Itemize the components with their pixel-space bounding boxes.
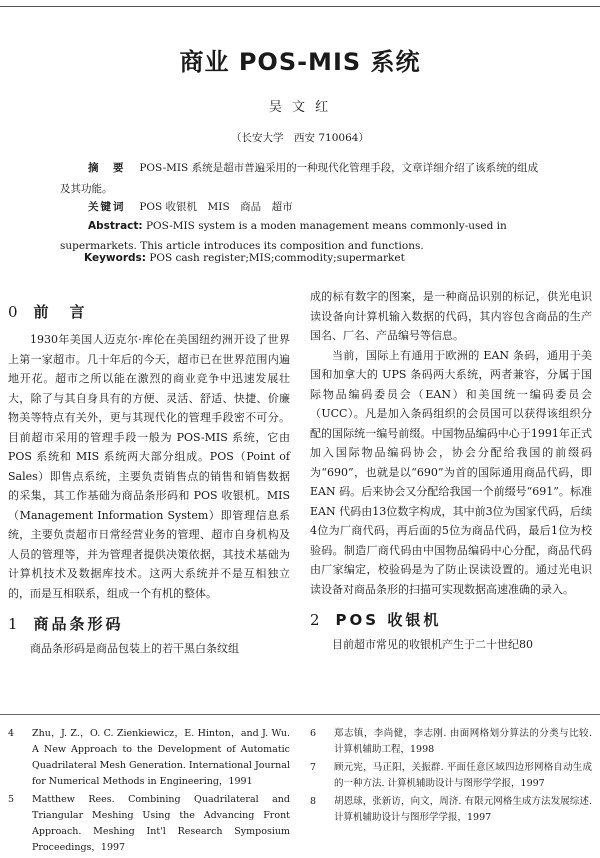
reference-text: 胡恩球，张新访，向文，周济. 有限元网格生成方法发展综述. 计算机辅助设计与图形学学报，1997: [334, 796, 592, 823]
section-1-title: 商品条形码: [33, 615, 124, 633]
keywords-zh: [88, 199, 293, 214]
reference-number: 6: [310, 728, 317, 739]
reference-text: 郑志镇，李尚健，李志刚. 由面网格划分算法的分类与比较. 计算机辅助工程，1998: [334, 728, 592, 755]
section-0-title: 前 言: [33, 303, 88, 321]
reference-number: 5: [8, 794, 15, 805]
keywords-en-text: POS cash register;MIS;commodity;supermarket: [149, 252, 405, 264]
section-0-number: 0: [8, 303, 18, 321]
section-0-paragraph: 1930年美国人迈克尔·库伦在美国纽约洲开设了世界上第一家超市。几十年后的今天，超市已在世界范围内遍地开花。超市之所以能在激烈的商业竞争中迅速发展壮大，除了与其自身具有的方便、灵活、舒适、快捷、价廉物美等特点有关外，更与其现代化的管理手段密不可分。目前超市采用的管理手段一般为 POS-MIS 系统，它由 POS 系统和 MIS 系统两大部分组成。POS（Point of Sales）即售点系统，主要负责销售点的销售和销售数据的采集，其工作基础为商品条形码和 POS 收银机。MIS（Management Information System）即管理信息系统，主要负责超市日常经营业务的管理、超市自身机构及人员的管理等，并为管理者提供决策依据，其技术基础为计算机技术及数据库技术。这两大系统并不是互相独立的，而是互相联系，组成一个有机的整体。: [8, 333, 290, 600]
abstract-en-text: POS-MIS system is a moden management means commonly-used in supermarkets. This article introduces its composition and functions.: [60, 220, 507, 252]
reference-text: 顾元宪，马正阳，关振群. 平面任意区域四边形网格自动生成的一种方法. 计算机辅助设计与图形学学报，1997: [334, 762, 592, 789]
reference-item: [310, 794, 592, 826]
section-1-paragraph: 商品条形码是商品包装上的若干黑白条纹组: [30, 642, 239, 655]
reference-number: 4: [8, 728, 15, 739]
keywords-en-label: Keywords:: [84, 252, 146, 264]
header-rule: [0, 6, 600, 7]
references-left: [8, 726, 290, 858]
reference-number: 8: [310, 796, 317, 807]
reference-item: [310, 760, 592, 792]
paper-title: 商业 POS-MIS 系统: [179, 48, 421, 76]
section-2-title: POS 收银机: [335, 611, 442, 629]
affiliation: （长安大学 西安 710064）: [231, 132, 369, 144]
section-1-heading: [8, 609, 290, 639]
reference-item: [8, 726, 290, 790]
reference-item: [8, 792, 290, 856]
keywords-en: [84, 252, 405, 264]
continuation-paragraph: 成的标有数字的图案，是一种商品识别的标记，供光电识读设备向计算机输入数据的代码，其内容包含商品的生产国名、厂名、产品编号等信息。: [310, 290, 592, 342]
abstract-zh-label: 摘 要: [88, 162, 126, 174]
abstract-zh-text: POS-MIS 系统是超市普遍采用的一种现代化管理手段，文章详细介绍了该系统的组成及其功能。: [60, 162, 539, 195]
author-name: 吴 文 红: [268, 100, 332, 115]
abstract-en: [60, 216, 540, 256]
reference-text: Matthew Rees. Combining Quadrilateral and Triangular Meshing Using the Advancing Front Approach. Meshing Int'l Research Symposium Proceedings，1997: [32, 794, 290, 853]
keywords-zh-label: 关键词: [88, 201, 126, 213]
section-2-heading: [310, 605, 592, 635]
barcode-paragraph: 当前，国际上有通用于欧洲的 EAN 条码，通用于美国和加拿大的 UPS 条码两大系统，两者兼容，分属于国际物品编码委员会（EAN）和美国统一编码委员会（UCC）。凡是加入条码组织的会员国可以获得该组织分配的国际统一编号前缀。中国物品编码中心于1991年正式加入国际物品编码协会，协会分配给我国的前缀码为“690”，也就是以“690”为首的国际通用商品代码，即 EAN 码。后来协会又分配给我国一个前缀号“691”。标准 EAN 代码由13位数字构成，其中前3位为国家代码，后续4位为厂商代码，再后面的5位为商品代码，最后1位为校验码。制造厂商代码由中国物品编码中心分配，商品代码由厂家编定，校验码是为了防止误读设置的。通过光电识读设备对商品条形的扫描可实现数据高速准确的录入。: [310, 348, 592, 596]
section-0-heading: [8, 297, 88, 327]
reference-text: Zhu，J. Z.，O. C. Zienkiewicz，E. Hinton，and J. Wu. A New Approach to the Development of Automatic Quadrilateral Mesh Generation. International Journal for Numerical Methods in Engineering，1991: [32, 728, 290, 787]
references-right: [310, 726, 592, 828]
section-1-number: 1: [8, 615, 18, 633]
section-2-paragraph: 目前超市常见的收银机产生于二十世纪80: [332, 638, 533, 651]
section-2-number: 2: [310, 611, 320, 629]
abstract-en-label: Abstract:: [88, 220, 143, 232]
left-column: [8, 330, 290, 659]
reference-item: [310, 726, 592, 758]
keywords-zh-text: POS 收银机 MIS 商品 超市: [139, 201, 293, 213]
abstract-zh: [60, 158, 540, 200]
reference-number: 7: [310, 762, 317, 773]
footnote-rule: [0, 714, 600, 715]
right-column: [310, 287, 592, 655]
